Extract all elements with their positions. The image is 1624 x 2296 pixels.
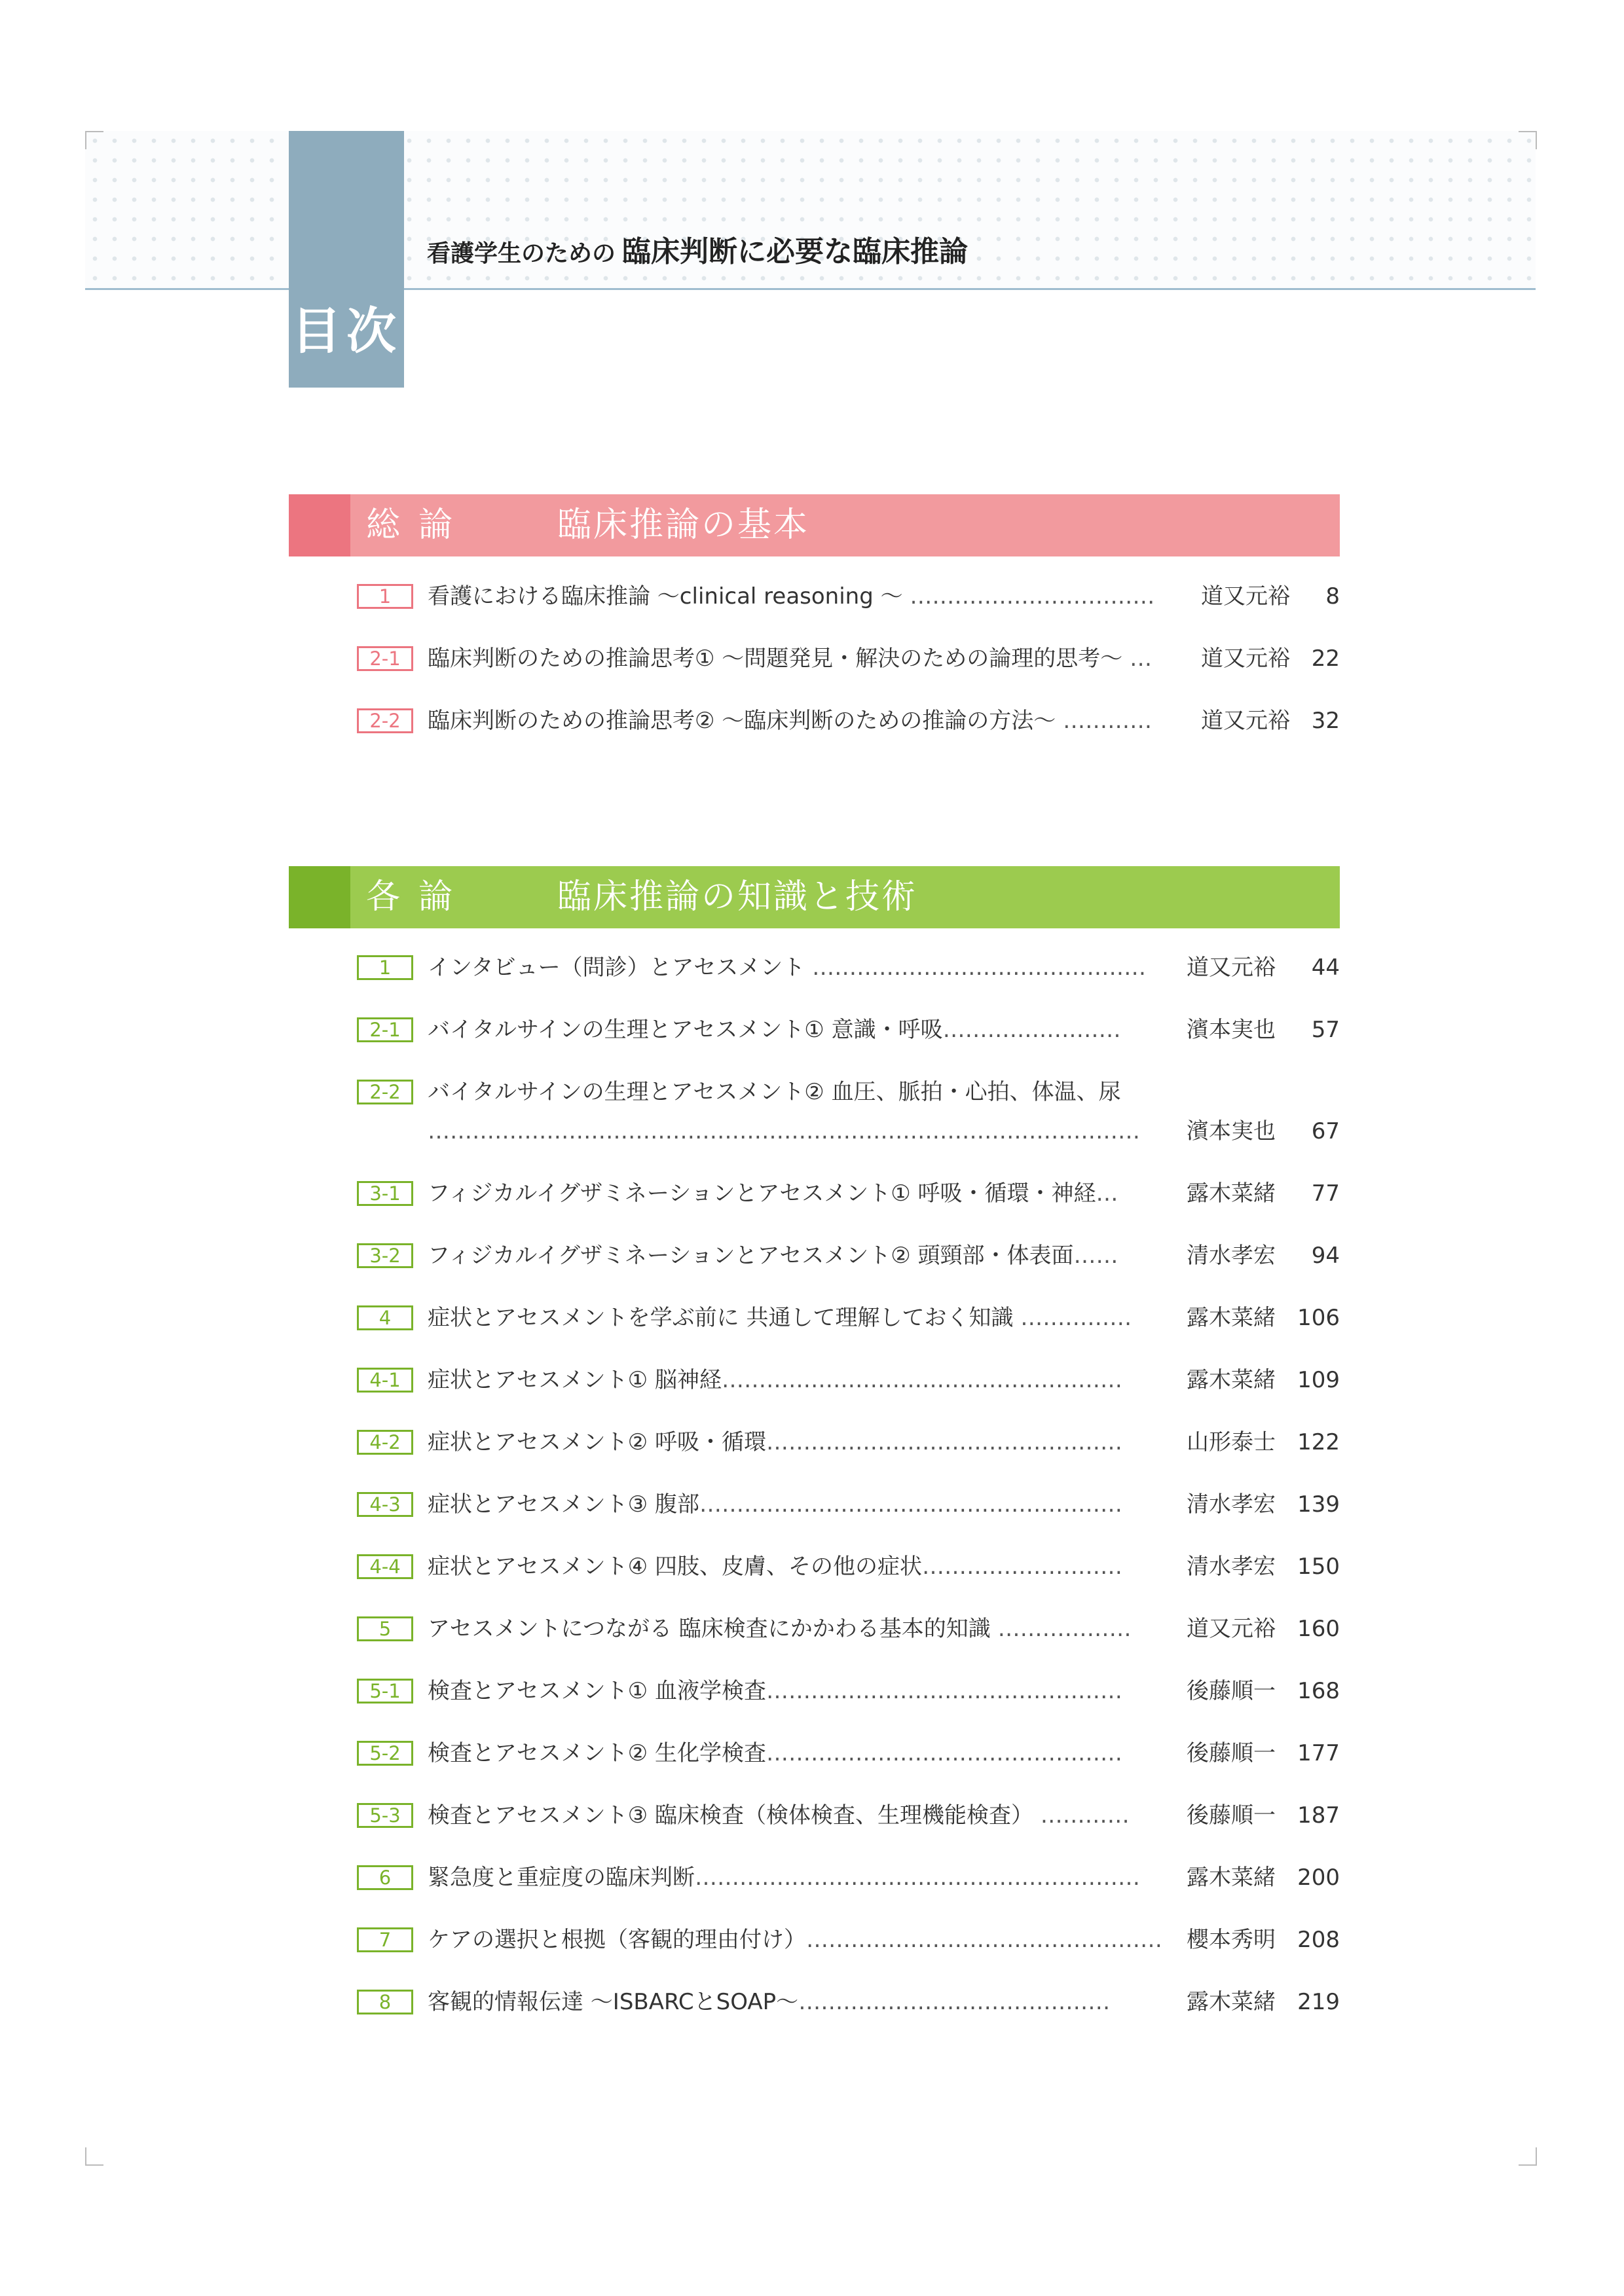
toc-entry[interactable] — [0, 581, 1624, 614]
entry-author: 道又元裕 — [1201, 708, 1290, 734]
toc-entry[interactable] — [0, 1427, 1624, 1460]
chapter-number: 5-1 — [357, 1679, 413, 1704]
toc-entry[interactable] — [0, 953, 1624, 985]
entry-page: 160 — [1297, 1616, 1340, 1642]
entry-page: 57 — [1311, 1017, 1340, 1043]
entry-author: 露木菜緒 — [1187, 1865, 1276, 1891]
chapter-number: 4-4 — [357, 1554, 413, 1579]
entry-title: フィジカルイグザミネーションとアセスメント② 頭頸部・体表面…… — [428, 1243, 1118, 1269]
chapter-number: 8 — [357, 1990, 413, 2014]
entry-page: 168 — [1297, 1678, 1340, 1704]
entry-title: 臨床判断のための推論思考① 〜問題発見・解決のための論理的思考〜 … — [428, 646, 1153, 672]
toc-entry[interactable] — [0, 1241, 1624, 1273]
entry-page: 106 — [1297, 1305, 1340, 1331]
crop-mark-top-left — [85, 131, 103, 149]
entry-title: 症状とアセスメントを学ぶ前に 共通して理解しておく知識 …………… — [428, 1305, 1132, 1331]
entry-title: アセスメントにつながる 臨床検査にかかわる基本的知識 ……………… — [428, 1616, 1132, 1642]
entry-title: インタビュー（問診）とアセスメント ……………………………………… — [428, 955, 1147, 981]
toc-entry[interactable] — [0, 1863, 1624, 1895]
entry-page: 150 — [1297, 1554, 1340, 1580]
entry-author: 道又元裕 — [1187, 1616, 1276, 1642]
entry-author: 清水孝宏 — [1187, 1554, 1276, 1580]
chapter-number: 7 — [357, 1927, 413, 1952]
toc-entry[interactable] — [0, 644, 1624, 676]
section-header-general — [289, 494, 1340, 556]
chapter-number: 4-2 — [357, 1430, 413, 1455]
chapter-number: 2-1 — [357, 1017, 413, 1042]
toc-entry[interactable] — [0, 1077, 1624, 1149]
entry-page: 44 — [1311, 955, 1340, 981]
entry-author: 道又元裕 — [1201, 583, 1290, 610]
crop-mark-bottom-left — [85, 2147, 103, 2166]
section-header-accent — [289, 494, 350, 556]
toc-badge: 目次 — [289, 131, 404, 388]
entry-author: 櫻本秀明 — [1187, 1927, 1276, 1953]
entry-author: 清水孝宏 — [1187, 1243, 1276, 1269]
book-title — [427, 228, 968, 270]
section-name: 臨床推論の知識と技術 — [557, 877, 918, 917]
chapter-number: 5 — [357, 1616, 413, 1641]
toc-entry[interactable] — [0, 1738, 1624, 1771]
toc-entry[interactable] — [0, 1987, 1624, 2020]
entry-author: 後藤順一 — [1187, 1740, 1276, 1766]
chapter-number: 3-2 — [357, 1243, 413, 1268]
entry-title: 検査とアセスメント② 生化学検査………………………………………… — [428, 1740, 1122, 1766]
chapter-number: 6 — [357, 1865, 413, 1890]
chapter-number: 3-1 — [357, 1181, 413, 1206]
entry-title-continuation: …………………………………………………………………………………… — [428, 1118, 1140, 1144]
toc-entry[interactable] — [0, 706, 1624, 738]
entry-page: 219 — [1297, 1989, 1340, 2015]
entry-title: 症状とアセスメント② 呼吸・循環………………………………………… — [428, 1429, 1122, 1455]
section-header-accent — [289, 866, 350, 928]
entry-author: 後藤順一 — [1187, 1802, 1276, 1829]
entry-page: 139 — [1297, 1491, 1340, 1518]
entry-page: 122 — [1297, 1429, 1340, 1455]
toc-entry[interactable] — [0, 1676, 1624, 1709]
chapter-number: 4-1 — [357, 1368, 413, 1393]
entry-page: 177 — [1297, 1740, 1340, 1766]
chapter-number: 5-2 — [357, 1741, 413, 1766]
entry-title: 症状とアセスメント① 脳神経……………………………………………… — [428, 1367, 1122, 1393]
entry-author: 露木菜緒 — [1187, 1989, 1276, 2015]
chapter-number: 1 — [357, 584, 413, 609]
entry-title: フィジカルイグザミネーションとアセスメント① 呼吸・循環・神経… — [428, 1180, 1118, 1207]
entry-page: 22 — [1311, 646, 1340, 672]
chapter-number: 4 — [357, 1305, 413, 1330]
entry-page: 8 — [1325, 583, 1340, 610]
section-name: 臨床推論の基本 — [557, 505, 810, 545]
toc-entry[interactable] — [0, 1925, 1624, 1958]
entry-title: 症状とアセスメント④ 四肢、皮膚、その他の症状……………………… — [428, 1554, 1122, 1580]
entry-title: 検査とアセスメント① 血液学検査………………………………………… — [428, 1678, 1122, 1704]
chapter-number: 4-3 — [357, 1492, 413, 1517]
crop-mark-bottom-right — [1519, 2147, 1537, 2166]
entry-author: 後藤順一 — [1187, 1678, 1276, 1704]
entry-author: 道又元裕 — [1187, 955, 1276, 981]
toc-entry[interactable] — [0, 1178, 1624, 1211]
entry-page: 208 — [1297, 1927, 1340, 1953]
entry-author: 濱本実也 — [1187, 1118, 1276, 1144]
entry-author: 山形泰士 — [1187, 1429, 1276, 1455]
chapter-number: 2-1 — [357, 646, 413, 671]
section-label: 各論 — [366, 877, 471, 917]
entry-title: 客観的情報伝達 〜ISBARCとSOAP〜…………………………………… — [428, 1989, 1111, 2015]
entry-author: 露木菜緒 — [1187, 1367, 1276, 1393]
chapter-number: 2-2 — [357, 1080, 413, 1104]
toc-entry[interactable] — [0, 1365, 1624, 1398]
entry-page: 187 — [1297, 1802, 1340, 1829]
entry-page: 94 — [1311, 1243, 1340, 1269]
toc-entry[interactable] — [0, 1015, 1624, 1048]
toc-entry[interactable] — [0, 1303, 1624, 1336]
entry-title: 臨床判断のための推論思考② 〜臨床判断のための推論の方法〜 ………… — [428, 708, 1153, 734]
entry-title: 検査とアセスメント③ 臨床検査（検体検査、生理機能検査） ………… — [428, 1802, 1130, 1829]
chapter-number: 1 — [357, 955, 413, 980]
section-label: 総論 — [366, 505, 471, 545]
entry-page: 109 — [1297, 1367, 1340, 1393]
book-title-prefix: 看護学生のための — [427, 240, 616, 267]
chapter-number: 2-2 — [357, 708, 413, 733]
entry-title: バイタルサインの生理とアセスメント① 意識・呼吸…………………… — [428, 1017, 1121, 1043]
entry-title: 症状とアセスメント③ 腹部………………………………………………… — [428, 1491, 1122, 1518]
entry-author: 露木菜緒 — [1187, 1180, 1276, 1207]
entry-author: 濱本実也 — [1187, 1017, 1276, 1043]
chapter-number: 5-3 — [357, 1803, 413, 1828]
entry-page: 77 — [1311, 1180, 1340, 1207]
entry-page: 200 — [1297, 1865, 1340, 1891]
toc-entry[interactable] — [0, 1552, 1624, 1584]
entry-author: 露木菜緒 — [1187, 1305, 1276, 1331]
toc-entry[interactable] — [0, 1489, 1624, 1522]
entry-author: 清水孝宏 — [1187, 1491, 1276, 1518]
entry-author: 道又元裕 — [1201, 646, 1290, 672]
entry-page: 32 — [1311, 708, 1340, 734]
toc-entry[interactable] — [0, 1800, 1624, 1833]
crop-mark-top-right — [1519, 131, 1537, 149]
entry-title: バイタルサインの生理とアセスメント② 血圧、脈拍・心拍、体温、尿 — [428, 1079, 1121, 1105]
entry-title: 緊急度と重症度の臨床判断…………………………………………………… — [428, 1865, 1140, 1891]
toc-entry[interactable] — [0, 1614, 1624, 1647]
book-title-main: 臨床判断に必要な臨床推論 — [622, 235, 969, 268]
entry-title: 看護における臨床推論 〜clinical reasoning 〜 …………………………… — [428, 583, 1155, 610]
entry-page: 67 — [1311, 1118, 1340, 1144]
entry-title: ケアの選択と根拠（客観的理由付け）………………………………………… — [428, 1927, 1162, 1953]
section-header-specific — [289, 866, 1340, 928]
